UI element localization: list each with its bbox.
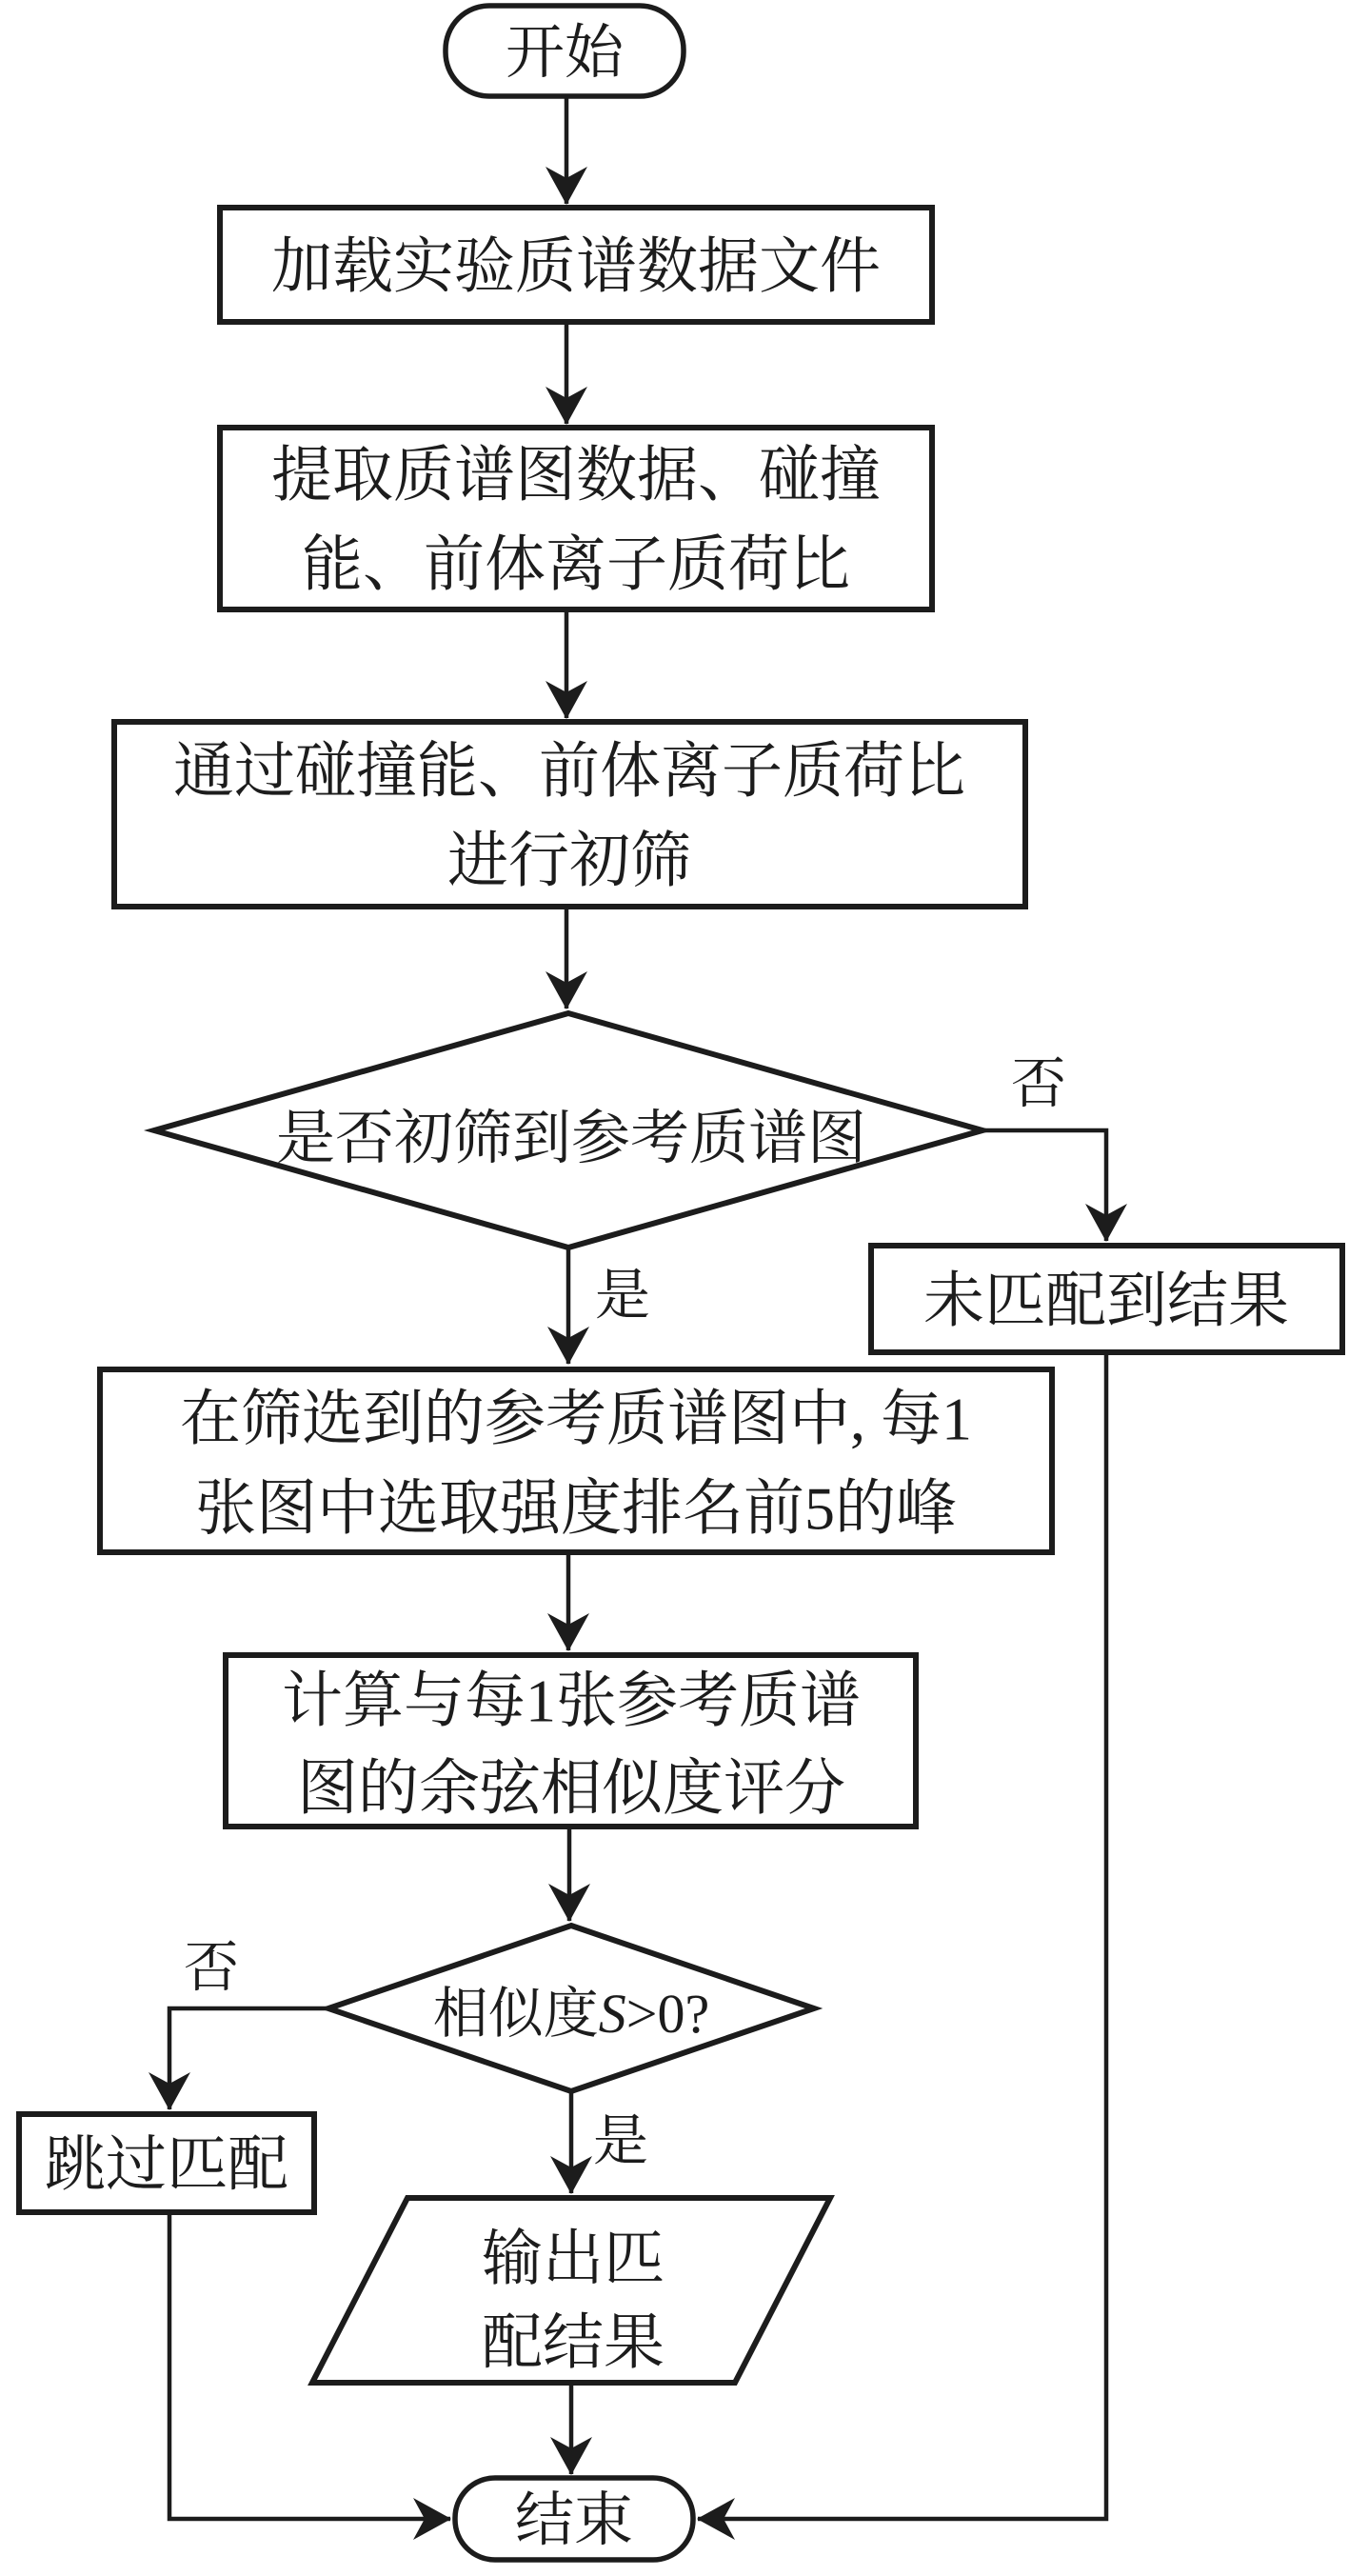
branch-label-yes-1: 是 — [594, 1264, 651, 1327]
extract-label-line2: 能、前体离子质荷比 — [302, 530, 850, 599]
output-label-line1: 输出匹 — [482, 2225, 665, 2293]
cosine-label-line2: 图的余弦相似度评分 — [297, 1754, 845, 1823]
prescreen-label-line2: 进行初筛 — [447, 827, 691, 895]
branch-label-yes-2: 是 — [592, 2109, 649, 2172]
edge-similarity-no-to-skip — [169, 2008, 328, 2109]
skip-match-label: 跳过匹配 — [45, 2130, 288, 2199]
prescreen-label-line1: 通过碰撞能、前体离子质荷比 — [173, 737, 965, 806]
select-peaks-label-line1: 在筛选到的参考质谱图中, 每1 — [180, 1385, 972, 1453]
similarity-label-suffix: >0? — [625, 1982, 710, 2045]
select-peaks-label-line2: 张图中选取强度排名前5的峰 — [195, 1474, 957, 1543]
decision-prescreen-label: 是否初筛到参考质谱图 — [275, 1107, 867, 1171]
decision-similarity-label — [433, 1983, 709, 2045]
branch-label-no-2: 否 — [183, 1936, 240, 1999]
similarity-variable: S — [598, 1982, 626, 2045]
similarity-label-prefix: 相似度 — [432, 1982, 599, 2045]
no-result-label: 未匹配到结果 — [923, 1267, 1289, 1335]
start-label: 开始 — [505, 21, 625, 86]
end-label: 结束 — [514, 2488, 634, 2553]
cosine-label-line1: 计算与每1张参考质谱 — [282, 1667, 861, 1735]
load-data-label: 加载实验质谱数据文件 — [271, 232, 881, 301]
extract-label-line1: 提取质谱图数据、碰撞 — [271, 441, 881, 509]
edge-decision-no-to-no-result — [982, 1130, 1106, 1241]
branch-label-no-1: 否 — [1010, 1052, 1067, 1115]
output-label-line2: 配结果 — [482, 2308, 665, 2377]
